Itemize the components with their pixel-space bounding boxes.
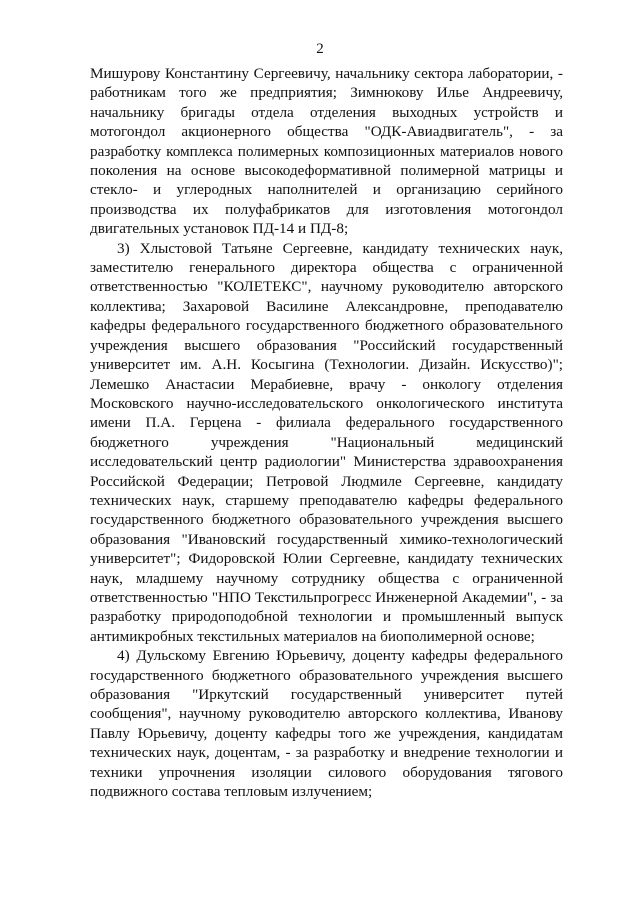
paragraph-continuation: Мишурову Константину Сергеевичу, начальнику сектора лаборатории, - работникам того же предприятия; Зимнюкову Илье Андреевичу, начальнику бригады отдела отделения выходных устройств и мотогондол акционерного общества "ОДК-Авиадвигатель", - за разработку комплекса полимерных композиционных материалов нового поколения на основе высокодеформативной полимерной матрицы и стекло- и углеродных наполнителей и организацию серийного производства их полуфабрикатов для изготовления мотогондол двигательных установок ПД-14 и ПД-8; bbox=[90, 65, 563, 238]
document-body bbox=[90, 64, 563, 801]
page-number: 2 bbox=[316, 41, 324, 57]
paragraph-item-4: 4) Дульскому Евгению Юрьевичу, доценту кафедры федерального государственного бюджетного образовательного учреждения высшего образования "Иркутский государственный университет путей сообщения", научному руководителю авторского коллектива, Иванову Павлу Юрьевичу, доценту кафедры того же учреждения, кандидатам технических наук, доцентам, - за разработку и внедрение технологии и техники упрочнения изоляции силового оборудования тягового подвижного состава тепловым излучением; bbox=[90, 647, 563, 801]
paragraph-item-3: 3) Хлыстовой Татьяне Сергеевне, кандидату технических наук, заместителю генерального директора общества с ограниченной ответственностью "КОЛЕТЕКС", научному руководителю авторского коллектива; Захаровой Василине Александровне, преподавателю кафедры федерального государственного бюджетного образовательного учреждения высшего образования "Российский государственный университет им. А.Н. Косыгина (Технологии. Дизайн. Искусство)"; Лемешко Анастасии Мерабиевне, врачу - онкологу отделения Московского научно-исследовательского онкологического института имени П.А. Герцена - филиала федерального государственного бюджетного учреждения "Национальный медицинский исследовательский центр радиологии" Министерства здравоохранения Российской Федерации; Петровой Людмиле Сергеевне, кандидату технических наук, старшему преподавателю кафедры федерального государственного бюджетного образовательного учреждения высшего образования "Ивановский государственный химико-технологический университет"; Фидоровской Юлии Сергеевне, кандидату технических наук, младшему научному сотруднику общества с ограниченной ответственностью "НПО Текстильпрогресс Инженерной Академии", - за разработку природоподобной технологии и промышленный выпуск антимикробных текстильных материалов на биополимерной основе; bbox=[90, 239, 563, 645]
